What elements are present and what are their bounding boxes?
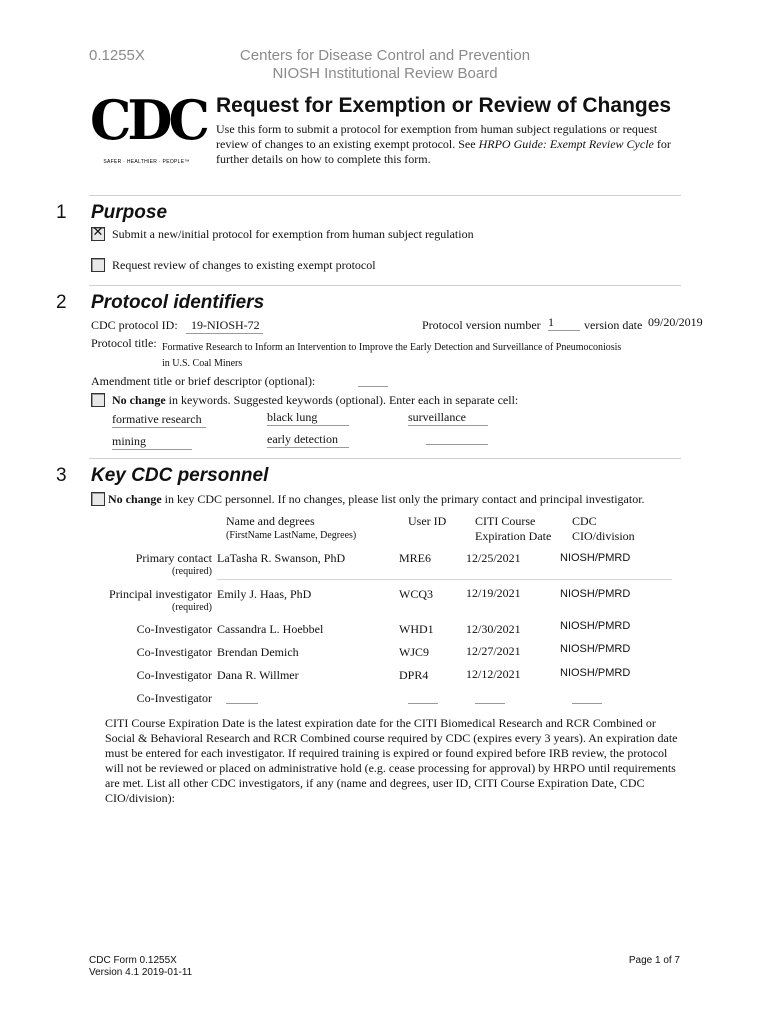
col-header-cdc: CDC [572,514,597,528]
col-header-name-sub: (FirstName LastName, Degrees) [226,530,357,541]
personnel-citi-date-field[interactable] [475,703,505,704]
section-3-title: Key CDC personnel [91,465,269,486]
personnel-citi-date[interactable]: 12/12/2021 [466,667,521,681]
version-date-label: version date [584,318,643,332]
review-changes-checkbox[interactable] [91,258,105,272]
personnel-role: Co-Investigator [136,645,212,659]
keyword-field[interactable]: mining [112,434,192,450]
personnel-user-id[interactable]: WCQ3 [399,587,433,601]
cdc-logo-wordmark: CDC [90,88,206,153]
board-name: NIOSH Institutional Review Board [272,65,498,82]
required-note: (required) [172,566,212,577]
personnel-name[interactable]: Cassandra L. Hoebbel [217,622,324,636]
protocol-title-line-2[interactable]: in U.S. Coal Miners [162,358,243,369]
personnel-user-id-field[interactable] [408,703,438,704]
intro-text: Use this form to submit a protocol for exemption from human subject regulations or request review of changes to an existing exempt protocol. See HRPO Guide: Exempt Review Cycle for further details on how to complete this form. [216,122,671,166]
section-2-number: 2 [56,292,67,313]
agency-name: Centers for Disease Control and Prevention [239,47,531,64]
personnel-citi-date[interactable]: 12/25/2021 [466,551,521,565]
page-number: Page 1 of 7 [628,955,680,966]
personnel-role: Primary contact [135,551,212,565]
version-number-label: Protocol version number [422,318,541,332]
personnel-name[interactable]: Emily J. Haas, PhD [217,587,312,601]
new-protocol-checkbox[interactable] [91,227,105,241]
col-header-user-id: User ID [408,514,447,528]
cdc-logo [90,88,206,170]
personnel-division[interactable]: NIOSH/PMRD [560,643,631,655]
col-header-cio: CIO/division [572,529,635,543]
amendment-field[interactable] [358,386,388,387]
cdc-logo-tagline: SAFER · HEALTHIER · PEOPLE™ [103,159,190,165]
personnel-user-id[interactable]: WJC9 [399,645,429,659]
section-3-number: 3 [56,465,67,486]
keyword-field[interactable]: surveillance [408,410,488,426]
review-changes-label: Request review of changes to existing exempt protocol [112,258,376,272]
personnel-citi-date[interactable]: 12/19/2021 [466,586,521,600]
keywords-nochange-label: No change in keywords. Suggested keywords (optional). Enter each in separate cell: [112,393,519,407]
amendment-label: Amendment title or brief descriptor (optional): [91,374,316,388]
section-divider [89,285,681,286]
personnel-division[interactable]: NIOSH/PMRD [560,667,631,679]
personnel-role: Co-Investigator [136,691,212,705]
keyword-field[interactable]: formative research [112,412,206,428]
personnel-nochange-label: No change in key CDC personnel. If no changes, please list only the primary contact and principal investigator. [108,492,645,506]
personnel-role: Co-Investigator [136,668,212,682]
personnel-citi-date[interactable]: 12/30/2021 [466,622,521,636]
personnel-role: Principal investigator [109,587,212,601]
footer-version: Version 4.1 2019-01-11 [89,967,193,978]
personnel-division[interactable]: NIOSH/PMRD [560,588,631,600]
personnel-user-id[interactable]: WHD1 [399,622,434,636]
col-header-name: Name and degrees [226,514,315,528]
personnel-nochange-checkbox[interactable] [91,492,105,506]
personnel-name-field[interactable] [226,703,258,704]
footer-form: CDC Form 0.1255X [89,955,177,966]
required-note: (required) [172,602,212,613]
personnel-user-id[interactable]: MRE6 [399,551,432,565]
personnel-name[interactable]: Dana R. Willmer [217,668,299,682]
col-header-citi: CITI Course [475,514,536,528]
section-divider [89,458,681,459]
checkmark-x-icon: ✕ [92,225,104,240]
personnel-role: Co-Investigator [136,622,212,636]
version-date-field[interactable]: 09/20/2019 [648,315,703,329]
citi-note: CITI Course Expiration Date is the latest expiration date for the CITI Biomedical Research and RCR Combined or Social & Behavioral Research and RCR Combined course required by CDC (expires every 3 years). An expiration date must be entered for each investigator. If required training is expired or found expired before IRB review, the protocol will not be reviewed or placed on administrative hold (e.g. cease processing for approval) by HRPO until requirements are met. List all other CDC investigators, if any (name and degrees, user ID, CITI Course Expiration Date, CDC CIO/division): [105,716,678,805]
form-code: 0.1255X [89,47,145,64]
keyword-field[interactable]: early detection [267,432,349,448]
section-1-title: Purpose [91,202,168,223]
personnel-citi-date[interactable]: 12/27/2021 [466,644,521,658]
version-number-field[interactable]: 1 [548,315,580,331]
personnel-name[interactable]: LaTasha R. Swanson, PhD [217,551,346,565]
personnel-division[interactable]: NIOSH/PMRD [560,552,631,564]
section-1-number: 1 [56,202,67,223]
personnel-name[interactable]: Brendan Demich [217,645,299,659]
section-2-title: Protocol identifiers [91,292,265,313]
keyword-field[interactable] [426,444,488,445]
section-divider [89,195,681,196]
personnel-division-field[interactable] [572,703,602,704]
col-header-citi-date: Expiration Date [475,529,552,543]
protocol-id-label: CDC protocol ID: [91,318,178,332]
keywords-nochange-checkbox[interactable] [91,393,105,407]
personnel-division[interactable]: NIOSH/PMRD [560,620,631,632]
guide-link[interactable]: HRPO Guide: Exempt Review Cycle [478,137,654,151]
row-underline [217,579,672,580]
protocol-title-label: Protocol title: [91,336,157,350]
protocol-title-line-1[interactable]: Formative Research to Inform an Intervention to Improve the Early Detection and Surveillance of Pneumoconiosis [162,342,622,353]
page-title: Request for Exemption or Review of Changes [216,94,672,117]
personnel-user-id[interactable]: DPR4 [399,668,429,682]
new-protocol-label: Submit a new/initial protocol for exemption from human subject regulation [112,227,474,241]
keyword-field[interactable]: black lung [267,410,349,426]
protocol-id-field[interactable]: 19-NIOSH-72 [186,318,263,334]
